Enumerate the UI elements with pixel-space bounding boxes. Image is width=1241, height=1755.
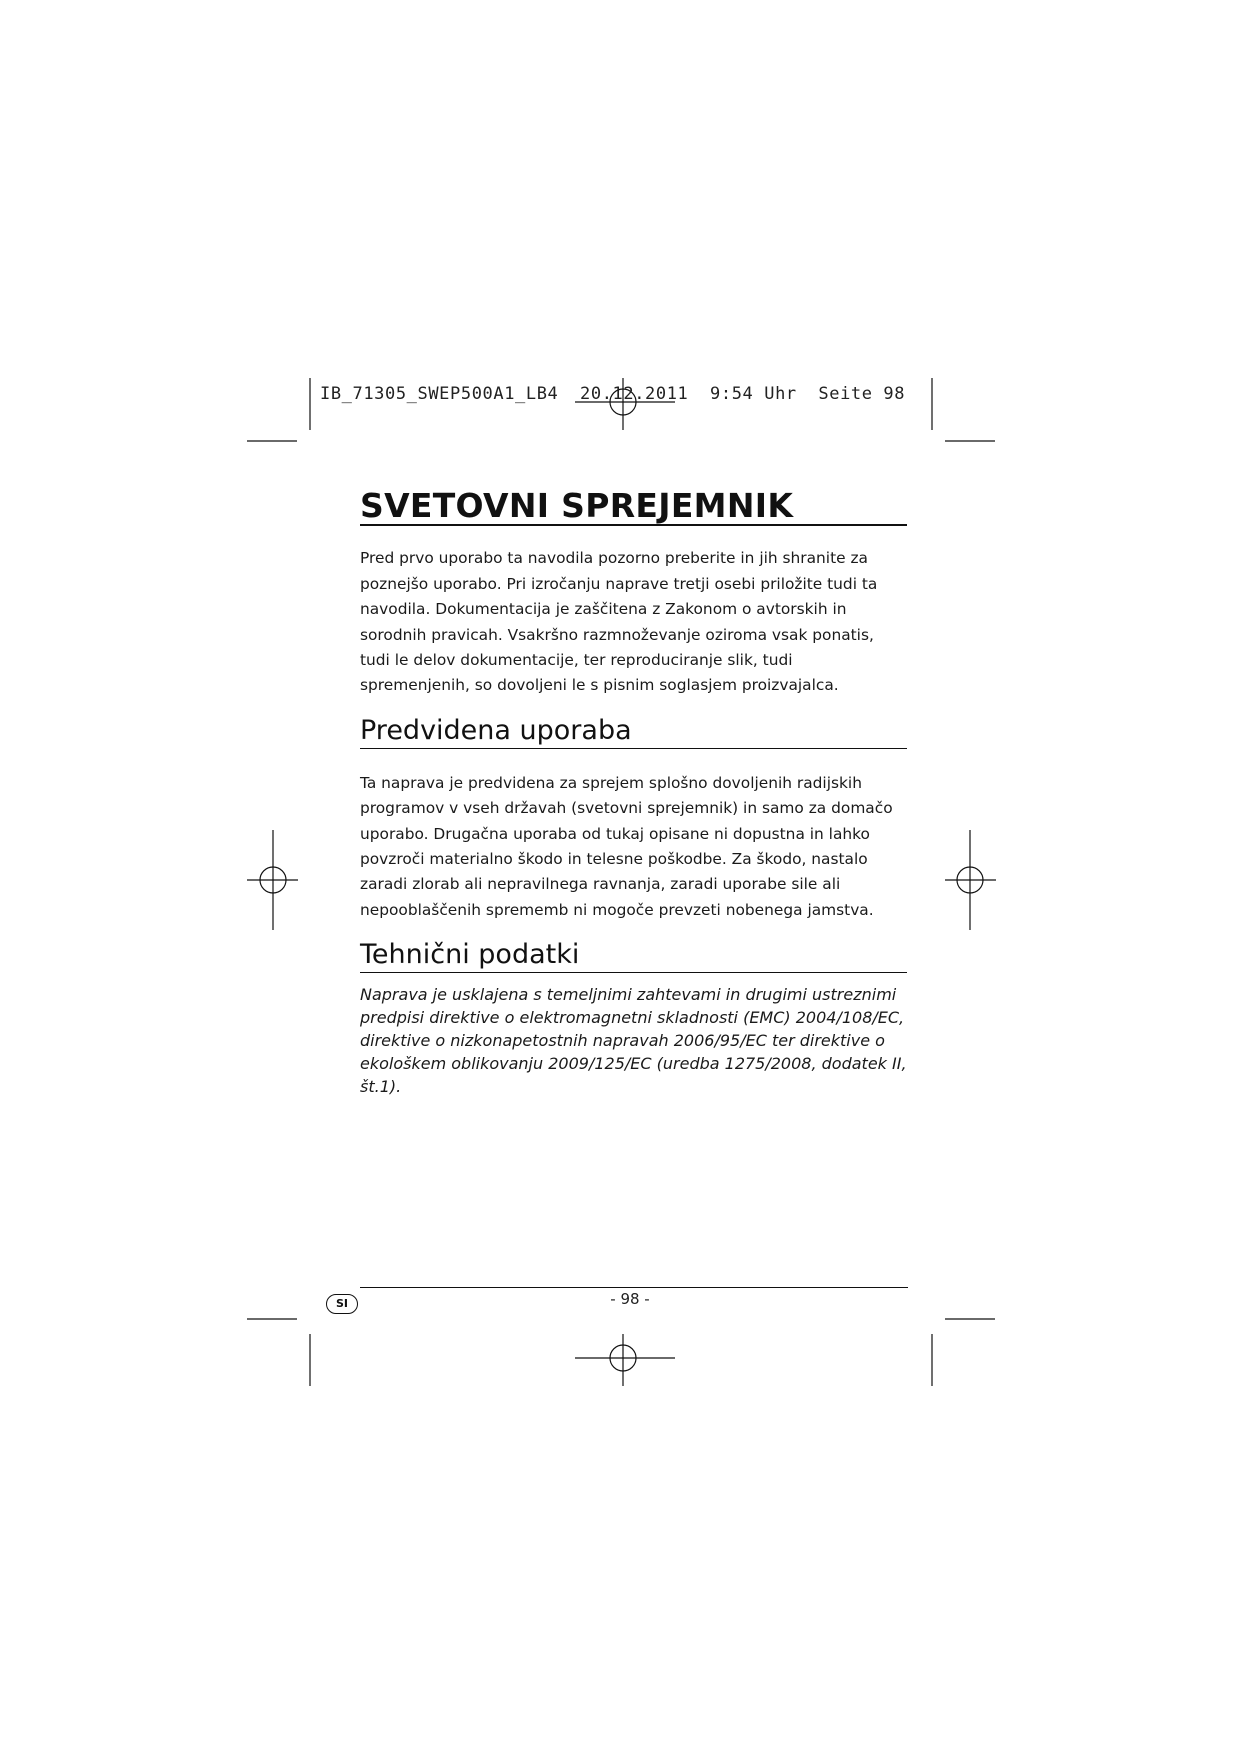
print-slug: IB_71305_SWEP500A1_LB4 20.12.2011 9:54 Uhr Seite 98 bbox=[320, 384, 906, 404]
footer-divider bbox=[360, 1287, 908, 1288]
registration-mark-left bbox=[247, 830, 298, 930]
page-title: SVETOVNI SPREJEMNIK bbox=[360, 488, 907, 526]
registration-mark-right bbox=[945, 830, 996, 930]
registration-mark-bottom bbox=[575, 1334, 675, 1386]
page-number: - 98 - bbox=[610, 1290, 650, 1308]
section-text-intended-use: Ta naprava je predvidena za sprejem splošno dovoljenih radijskih programov v vseh državah (svetovni sprejemnik) in samo za domačo uporabo. Drugačna uporaba od tukaj opisane ni dopustna in lahko povzroči materialno škodo in telesne poškodbe. Za škodo, nastalo zaradi zlorab ali nepravilnega ravnanja, zaradi uporabe sile ali nepooblaščenih sprememb ni mogoče prevzeti nobenega jamstva. bbox=[360, 773, 893, 919]
intro-paragraph: Pred prvo uporabo ta navodila pozorno preberite in jih shranite za poznejšo uporabo. Pri izročanju naprave tretji osebi priložite tudi ta navodila. Dokumentacija je zaščitena z Zakonom o avtorskih in sorodnih pravicah. Vsakršno razmnoževanje oziroma vsak ponatis, tudi le delov dokumentacije, ter reproduciranje slik, tudi spremenjenih, so dovoljeni le s pisnim soglasjem proizvajalca. bbox=[360, 549, 878, 695]
language-badge: SI bbox=[326, 1294, 358, 1314]
section-heading-technical-data: Tehnični podatki bbox=[360, 939, 907, 973]
section-heading-intended-use: Predvidena uporaba bbox=[360, 715, 907, 749]
main-content bbox=[360, 488, 907, 1098]
section-text-technical-data: Naprava je usklajena s temeljnimi zahtevami in drugimi ustreznimi predpisi direktive o elektromagnetni skladnosti (EMC) 2004/108/EC, direktive o nizkonapetostnih napravah 2006/95/EC ter direktive o ekološkem oblikovanju 2009/125/EC (uredba 1275/2008, dodatek II, št.1). bbox=[360, 985, 907, 1097]
